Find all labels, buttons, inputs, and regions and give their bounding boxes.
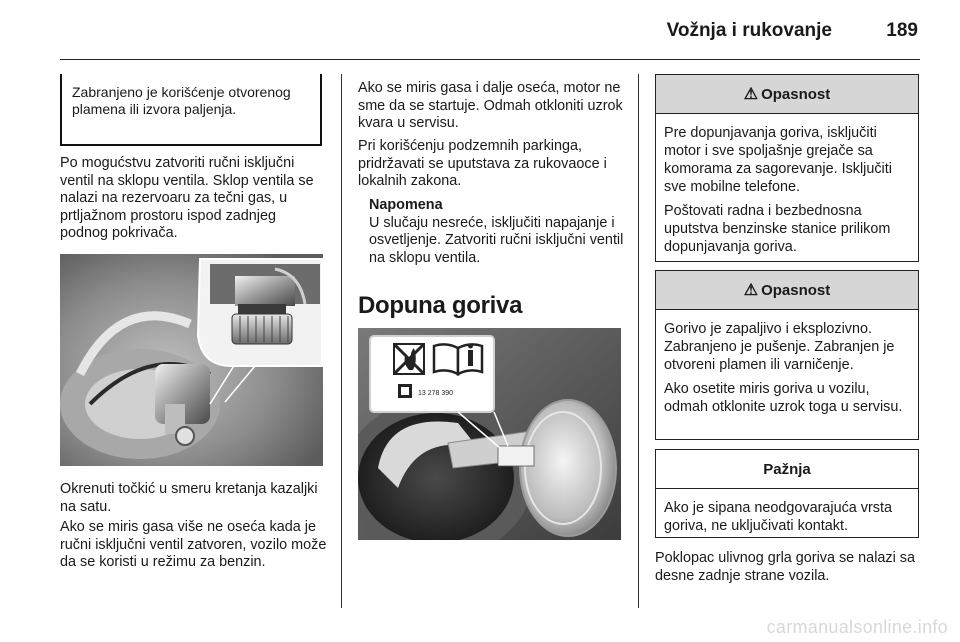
warning-triangle-icon: ⚠ <box>743 282 759 299</box>
warning-heading-2 <box>656 271 918 310</box>
warning-title-1: Opasnost <box>761 85 831 103</box>
page-title: Vožnja i rukovanje <box>666 20 832 41</box>
col2-paragraph-1: Ako se miris gasa i dalje oseća, motor ne sme da se startuje. Odmah otkloniti uzrok kvara u servisu. <box>358 80 623 131</box>
read-manual-icon <box>434 344 482 375</box>
page-header <box>60 14 920 58</box>
fuel-flap-photo <box>358 328 621 540</box>
note-block <box>369 197 624 267</box>
label-code: 13 278 390 <box>418 390 454 397</box>
column-divider-2 <box>638 74 639 608</box>
warning1-text-1: Pre dopunjavanja goriva, isključiti motor i sve spoljašnje grejače sa komorama za sagorevanje. Isključiti sve mobilne telefone. <box>664 125 892 195</box>
caution-text: Ako je sipana neodgovarajuća vrsta goriva, ne uključivati kontakt. <box>664 500 892 534</box>
no-open-flame-icon <box>394 344 424 374</box>
caution-title: Pažnja <box>763 460 811 478</box>
warning-title-2: Opasnost <box>761 281 831 299</box>
col1-paragraph-2: Okrenuti točkić u smeru kretanja kazaljki na satu. <box>60 481 318 515</box>
warning-box-2 <box>655 270 919 440</box>
notice-box <box>60 74 322 146</box>
col2-paragraph-2: Pri korišćenju podzemnih parkinga, pridržavati se uputstava za rukovaoce i lokalnih zakona. <box>358 138 607 189</box>
note-text: U slučaju nesreće, isključiti napajanje i osvetljenje. Zatvoriti ručni isključni ventil na sklopu ventila. <box>369 214 624 266</box>
fuel-flap-illustration <box>358 328 621 540</box>
col3-paragraph: Poklopac ulivnog grla goriva se nalazi sa desne zadnje strane vozila. <box>655 550 915 584</box>
warning1-text-2: Poštovati radna i bezbednosna uputstva benzinske stanice prilikom dopunjavanja goriva. <box>664 203 891 255</box>
col1-paragraph-3: Ako se miris gasa više ne oseća kada je ručni isključni ventil zatvoren, vozilo može da se koristi u režimu za benzin. <box>60 519 327 570</box>
column-divider-1 <box>341 74 342 608</box>
section-title: Dopuna goriva <box>358 292 523 319</box>
header-rule <box>60 59 920 60</box>
watermark: carmanualsonline.info <box>766 617 948 637</box>
page-number: 189 <box>886 20 918 41</box>
valve-photo <box>60 254 323 466</box>
warning2-text-2: Ako osetite miris goriva u vozilu, odmah otklonite uzrok toga u servisu. <box>664 381 903 415</box>
caution-box <box>655 449 919 538</box>
note-heading: Napomena <box>369 197 443 213</box>
notice-text: Zabranjeno je korišćenje otvorenog plamena ili izvora paljenja. <box>72 84 291 117</box>
warning-heading-1 <box>656 75 918 114</box>
warning2-text-1: Gorivo je zapaljivo i eksplozivno. Zabranjeno je pušenje. Zabranjen je otvoreni plamen ili varničenje. <box>664 321 895 373</box>
col1-paragraph-1: Po mogućstvu zatvoriti ručni isključni ventil na sklopu ventila. Sklop ventila se nalazi na rezervoaru za tečni gas, u prtljažnom prostoru ispod zadnjeg podnog pokrivača. <box>60 155 314 241</box>
warning-box-1 <box>655 74 919 262</box>
valve-illustration <box>60 254 323 466</box>
caution-heading <box>656 450 918 489</box>
warning-triangle-icon: ⚠ <box>743 86 759 103</box>
